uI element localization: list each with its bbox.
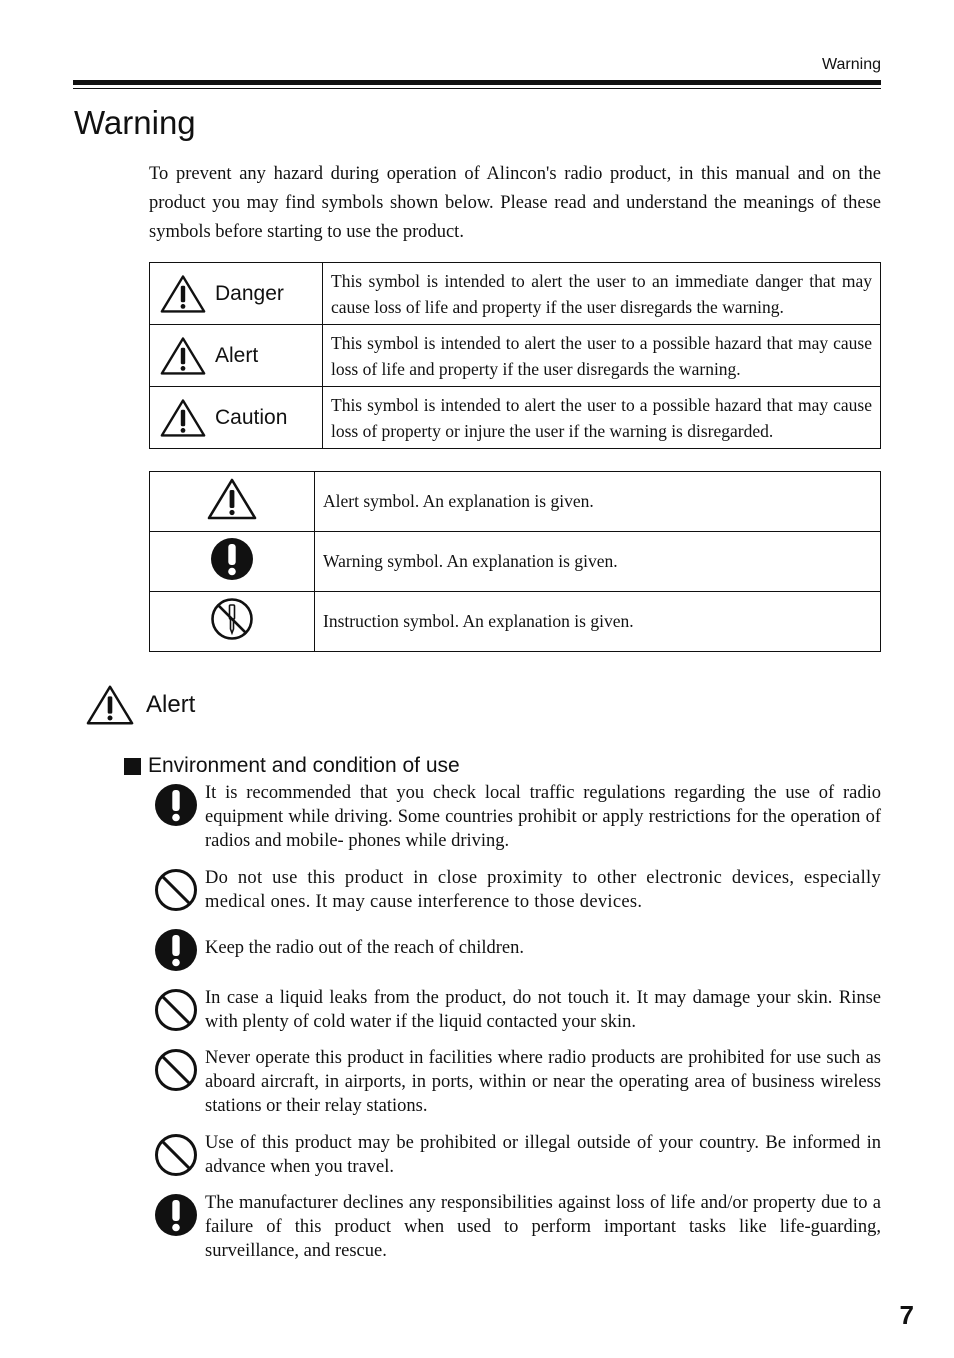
- list-item: [154, 781, 881, 853]
- symbol-icon-cell: [150, 532, 315, 592]
- page-title: Warning: [74, 104, 196, 141]
- table-row: [150, 387, 881, 449]
- level-description: This symbol is intended to alert the user to a possible hazard that may cause loss of life and property if the user disregards the warning.: [323, 325, 881, 387]
- prohibited-icon: [154, 1133, 198, 1177]
- running-header: Warning: [822, 56, 881, 73]
- alert-heading: [86, 684, 195, 726]
- symbol-description: Instruction symbol. An explanation is given.: [315, 592, 881, 652]
- list-item: [154, 926, 881, 960]
- list-item: [154, 1191, 881, 1263]
- exclamation-circle-icon: [154, 783, 198, 827]
- no-disassembly-icon: [210, 597, 254, 641]
- table-row: [150, 325, 881, 387]
- intro-paragraph: To prevent any hazard during operation of Alincon's radio product, in this manual and on the product you may find symbols shown below. Please read and understand the meanings of these symbols before starting to use the product.: [149, 164, 881, 242]
- symbol-icon-cell: [150, 592, 315, 652]
- list-item: [154, 1131, 881, 1179]
- table-row: [150, 592, 881, 652]
- warning-triangle-icon: [160, 398, 206, 438]
- list-item-text: Never operate this product in facilities where radio products are prohibited for use such as aboard aircraft, in airports, in ports, within or near the operating area of business wireless stations or their relay stations.: [205, 1048, 881, 1116]
- hazard-levels-table: [149, 262, 881, 449]
- list-item-text: Keep the radio out of the reach of children.: [205, 938, 524, 958]
- exclamation-circle-icon: [154, 928, 198, 972]
- list-item: [154, 986, 881, 1034]
- table-row: [150, 263, 881, 325]
- list-item-text: Do not use this product in close proximity to other electronic devices, especially medical ones. It may cause interference to those devices.: [205, 868, 881, 912]
- prohibited-icon: [154, 1048, 198, 1092]
- list-item-text: In case a liquid leaks from the product, do not touch it. It may damage your skin. Rinse with plenty of cold water if the liquid contacted your skin.: [205, 988, 881, 1032]
- exclamation-circle-icon: [210, 537, 254, 581]
- section-heading: [124, 754, 460, 778]
- prohibited-icon: [154, 988, 198, 1032]
- level-description: This symbol is intended to alert the user to an immediate danger that may cause loss of life and property if the user disregards the warning.: [323, 263, 881, 325]
- level-label-cell: [150, 263, 323, 325]
- level-label-caution: Caution: [215, 405, 288, 429]
- header-rule-thin: [73, 88, 881, 89]
- header-rule-thick: [73, 80, 881, 85]
- alert-heading-label: Alert: [146, 691, 196, 718]
- level-label-danger: Danger: [215, 281, 284, 305]
- list-item-text: It is recommended that you check local traffic regulations regarding the use of radio equipment while driving. Some countries prohibit or apply restrictions for the operation of radios and mobile- phones while driving.: [205, 783, 881, 851]
- section-heading-label: Environment and condition of use: [148, 754, 460, 777]
- list-item-text: The manufacturer declines any responsibilities against loss of life and/or property due to a failure of this product when used to perform important tasks like life-guarding, surveillance, and rescue.: [205, 1193, 881, 1261]
- warning-triangle-icon: [160, 336, 206, 376]
- symbol-description: Alert symbol. An explanation is given.: [315, 472, 881, 532]
- page-number: 7: [899, 1300, 914, 1330]
- alert-triangle-icon: [207, 477, 257, 521]
- prohibited-icon: [154, 868, 198, 912]
- warning-triangle-icon: [160, 274, 206, 314]
- table-row: [150, 532, 881, 592]
- square-bullet-icon: [124, 758, 141, 775]
- list-item: [154, 1046, 881, 1118]
- alert-triangle-icon: [86, 684, 134, 726]
- symbol-description: Warning symbol. An explanation is given.: [315, 532, 881, 592]
- symbol-icon-cell: [150, 472, 315, 532]
- level-description: This symbol is intended to alert the user to a possible hazard that may cause loss of property or injure the user if the warning is disregarded.: [323, 387, 881, 449]
- list-item-text: Use of this product may be prohibited or illegal outside of your country. Be informed in advance when you travel.: [205, 1133, 881, 1177]
- table-row: [150, 472, 881, 532]
- level-label-alert: Alert: [215, 343, 259, 367]
- symbol-legend-table: [149, 471, 881, 652]
- level-label-cell: [150, 325, 323, 387]
- list-item: [154, 866, 881, 914]
- exclamation-circle-icon: [154, 1193, 198, 1237]
- level-label-cell: [150, 387, 323, 449]
